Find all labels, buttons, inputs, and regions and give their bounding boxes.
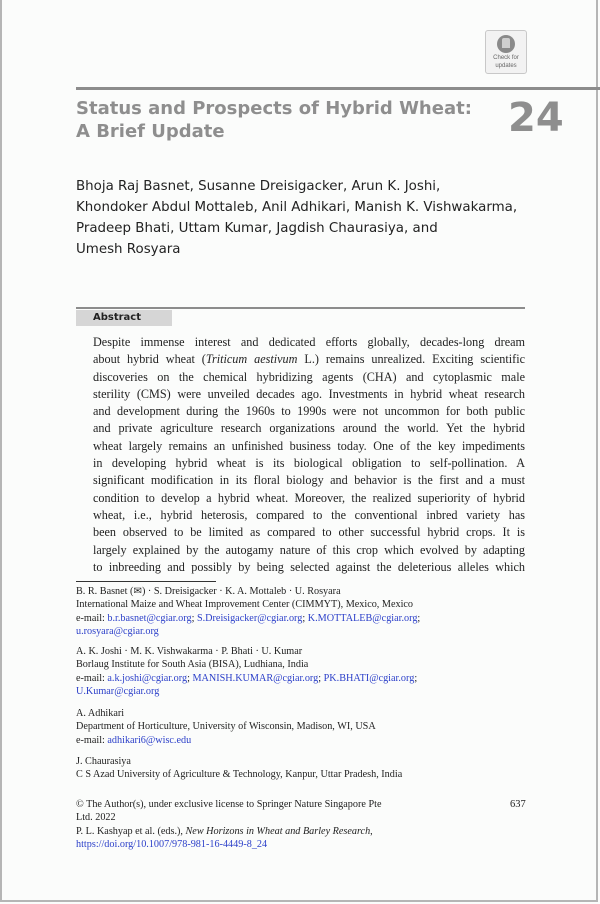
affiliation-block (76, 585, 496, 638)
email-link[interactable]: a.k.joshi@cgiar.org (107, 672, 188, 684)
species-name: Triticum aestivum (205, 352, 298, 367)
title-line-2: A Brief Update (76, 121, 225, 142)
book-title: New Horizons in Wheat and Barley Research (185, 825, 371, 837)
abstract-line (93, 524, 525, 541)
abstract-line (93, 507, 525, 524)
abstract-line (93, 351, 525, 368)
affiliation-emails (76, 612, 496, 639)
copyright-line-1: © The Author(s), under exclusive license to Springer Nature Singapore Pte (76, 799, 382, 810)
author-line: Pradeep Bhati, Uttam Kumar, Jagdish Chaurasiya, and (76, 221, 438, 236)
email-link[interactable]: K.MOTTALEB@cgiar.org (307, 612, 418, 624)
affiliation-institution: Borlaug Institute for South Asia (BISA), Ludhiana, India (76, 659, 309, 671)
doi-link[interactable]: https://doi.org/10.1007/978-981-16-4449-8_24 (76, 838, 268, 850)
email-separator: ; (417, 612, 421, 624)
page-number: 637 (510, 799, 526, 810)
abstract-text: wheat largely remains an unfinished business today. One of the key impediments (93, 438, 525, 453)
affiliation-institution: International Maize and Wheat Improvement Center (CIMMYT), Mexico, Mexico (76, 599, 414, 611)
abstract-line (93, 334, 525, 351)
abstract-line (93, 403, 525, 420)
affiliation-authors: B. R. Basnet (✉) · S. Dreisigacker · K. A. Mottaleb · U. Rosyara (76, 586, 341, 597)
chapter-title (76, 97, 476, 143)
email-separator: ; (318, 672, 324, 684)
abstract-line (93, 438, 525, 455)
affiliation-emails (76, 672, 496, 699)
affiliation-block (76, 707, 496, 747)
email-link[interactable]: MANISH.KUMAR@cgiar.org (192, 672, 319, 684)
email-link[interactable]: U.Kumar@cgiar.org (76, 685, 160, 697)
abstract-text: largely explained by the autogamy nature of this crop which evolved by adapting (93, 542, 525, 557)
abstract-text: about hybrid wheat ( (93, 352, 206, 367)
email-label: e-mail: (76, 734, 108, 746)
email-link[interactable]: u.rosyara@cgiar.org (76, 625, 159, 637)
email-link[interactable]: PK.BHATI@cgiar.org (323, 672, 415, 684)
chapter-number: 24 (508, 95, 564, 141)
email-link[interactable]: b.r.basnet@cgiar.org (107, 612, 192, 624)
crossmark-icon (497, 35, 515, 53)
abstract-line (93, 490, 525, 507)
email-link[interactable]: S.Dreisigacker@cgiar.org (196, 612, 303, 624)
abstract-text: condition to develop a hybrid wheat. Moreover, the realized superiority of hybrid (93, 490, 525, 505)
abstract-text: Despite immense interest and dedicated efforts globally, decades-long dream (93, 335, 525, 349)
affiliation-institution: Department of Horticulture, University of Wisconsin, Madison, WI, USA (76, 721, 376, 733)
badge-label-2: updates (495, 63, 517, 69)
affiliation-block (76, 755, 496, 782)
affiliation-authors: A. Adhikari (76, 708, 125, 719)
abstract-text: in developing hybrid wheat is its biological obligation to self-pollination. A (93, 456, 525, 471)
abstract-text: significant modification in its floral biology and behavior is the first and a must (93, 473, 525, 488)
author-list (76, 176, 576, 260)
abstract-line (93, 472, 525, 489)
affiliation-authors: J. Chaurasiya (76, 756, 131, 767)
affiliation-emails (76, 734, 496, 747)
abstract-line (93, 559, 525, 576)
affiliation-block (76, 645, 496, 698)
abstract-rule (76, 307, 525, 309)
abstract-text: to inbreeding and possibly by being selected against the deleterious alleles which (93, 559, 525, 574)
citation-sep: , (370, 825, 373, 837)
abstract-text: and development during the 1960s to 1990s were not uncommon for both public (93, 404, 525, 419)
abstract-body (93, 334, 525, 576)
abstract-line (93, 369, 525, 386)
citation-editors: P. L. Kashyap et al. (eds.), (76, 825, 186, 837)
abstract-text: L.) remains unrealized. Exciting scientific (297, 352, 525, 367)
email-label: e-mail: (76, 612, 108, 624)
author-line: Khondoker Abdul Mottaleb, Anil Adhikari, Manish K. Vishwakarma, (76, 200, 518, 215)
author-line: Bhoja Raj Basnet, Susanne Dreisigacker, Arun K. Joshi, (76, 179, 441, 194)
abstract-text: discoveries on the chemical hybridizing agents (CHA) and cytoplasmic male (93, 369, 525, 384)
affiliation-authors: A. K. Joshi · M. K. Vishwakarma · P. Bhati · U. Kumar (76, 646, 303, 657)
abstract-text: wheat, i.e., hybrid heterosis, compared to the conventional inbred variety has (93, 507, 525, 522)
abstract-text: and private agriculture research organizations around the world. Yet the hybrid (93, 421, 525, 436)
abstract-heading: Abstract (76, 310, 172, 326)
abstract-line (93, 455, 525, 472)
title-rule (76, 87, 600, 90)
email-separator: ; (414, 672, 418, 684)
title-line-1: Status and Prospects of Hybrid Wheat: (76, 98, 472, 119)
abstract-line (93, 542, 525, 559)
check-for-updates-badge[interactable] (485, 30, 527, 74)
abstract-line (93, 386, 525, 403)
badge-label-1: Check for (493, 55, 519, 61)
footer (76, 798, 526, 851)
footnote-rule (76, 581, 216, 582)
abstract-line (93, 420, 525, 437)
email-separator: ; (187, 672, 193, 684)
citation (76, 825, 526, 838)
email-separator: ; (191, 612, 197, 624)
abstract-text: been observed to be limited as compared to other successful hybrid crops. It is (93, 525, 525, 540)
author-line: Umesh Rosyara (76, 242, 181, 257)
email-separator: ; (302, 612, 308, 624)
copyright-line-2: Ltd. 2022 (76, 812, 116, 824)
email-label: e-mail: (76, 672, 108, 684)
email-link[interactable]: adhikari6@wisc.edu (107, 734, 192, 746)
abstract-text: sterility (CMS) were unveiled decades ago. Investments in hybrid wheat research (93, 386, 525, 401)
affiliation-institution: C S Azad University of Agriculture & Technology, Kanpur, Uttar Pradesh, India (76, 769, 403, 781)
